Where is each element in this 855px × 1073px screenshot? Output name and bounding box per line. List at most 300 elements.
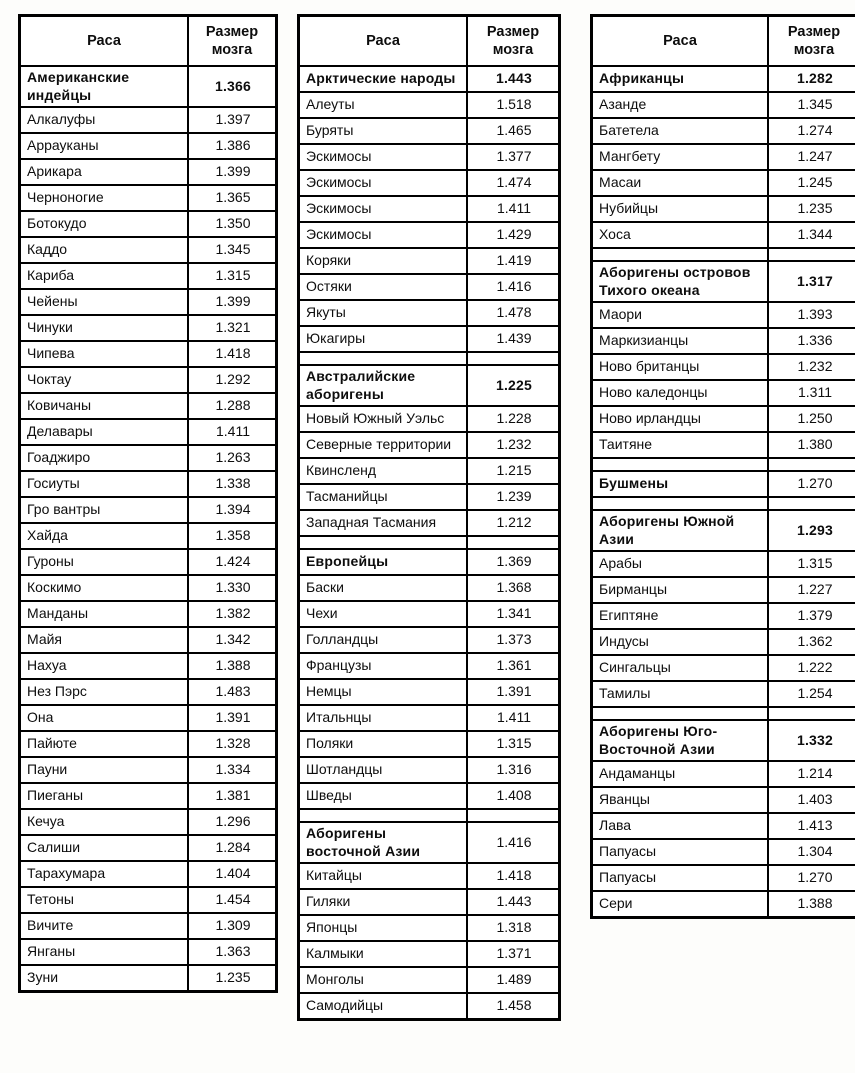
spacer-row (299, 352, 560, 365)
race-cell: Итальнцы (299, 705, 468, 731)
table-row (299, 458, 560, 484)
size-cell: 1.317 (768, 261, 855, 302)
table-row (299, 406, 560, 432)
size-cell: 1.368 (467, 575, 560, 601)
table-row (299, 274, 560, 300)
empty-cell (467, 809, 560, 822)
race-cell: Алеуты (299, 92, 468, 118)
race-cell: Маори (592, 302, 769, 328)
size-cell: 1.358 (188, 523, 277, 549)
race-cell: Тасманийцы (299, 484, 468, 510)
size-cell: 1.311 (768, 380, 855, 406)
table-row (20, 783, 277, 809)
table-row (20, 367, 277, 393)
table-row (592, 891, 855, 918)
table-row (592, 761, 855, 787)
spacer-row (592, 707, 855, 720)
race-cell: Чейены (20, 289, 189, 315)
race-cell: Сери (592, 891, 769, 918)
table-row (592, 92, 855, 118)
table-row (299, 432, 560, 458)
size-cell: 1.334 (188, 757, 277, 783)
size-cell: 1.366 (188, 66, 277, 107)
empty-cell (768, 497, 855, 510)
empty-cell (299, 352, 468, 365)
size-cell: 1.361 (467, 653, 560, 679)
race-cell: Яванцы (592, 787, 769, 813)
size-cell: 1.369 (467, 549, 560, 575)
size-cell: 1.458 (467, 993, 560, 1020)
table-row (592, 196, 855, 222)
table-row (20, 861, 277, 887)
race-cell: Индусы (592, 629, 769, 655)
race-cell: Австралийские аборигены (299, 365, 468, 406)
size-cell: 1.344 (768, 222, 855, 248)
size-cell: 1.518 (467, 92, 560, 118)
race-cell: Чехи (299, 601, 468, 627)
race-cell: Якуты (299, 300, 468, 326)
table-row (299, 915, 560, 941)
size-cell: 1.235 (768, 196, 855, 222)
race-cell: Шотландцы (299, 757, 468, 783)
table-row (592, 144, 855, 170)
brain-size-table-arctic-australian-european-eastasian (297, 14, 561, 1021)
race-cell: Эскимосы (299, 196, 468, 222)
size-cell: 1.214 (768, 761, 855, 787)
size-cell: 1.483 (188, 679, 277, 705)
group-row (299, 549, 560, 575)
group-row (592, 261, 855, 302)
spacer-row (592, 497, 855, 510)
table-row (299, 731, 560, 757)
race-cell: Арикара (20, 159, 189, 185)
size-cell: 1.429 (467, 222, 560, 248)
race-cell: Каддо (20, 237, 189, 263)
size-cell: 1.315 (467, 731, 560, 757)
race-cell: Коряки (299, 248, 468, 274)
size-cell: 1.391 (188, 705, 277, 731)
race-cell: Самодийцы (299, 993, 468, 1020)
size-cell: 1.328 (188, 731, 277, 757)
table-row (20, 731, 277, 757)
race-cell: Зуни (20, 965, 189, 992)
table-row (299, 653, 560, 679)
race-cell: Ново ирландцы (592, 406, 769, 432)
race-column-header: Раса (20, 16, 189, 67)
race-cell: Поляки (299, 731, 468, 757)
group-row (592, 720, 855, 761)
race-cell: Эскимосы (299, 170, 468, 196)
size-cell: 1.309 (188, 913, 277, 939)
table-row (299, 757, 560, 783)
size-cell: 1.235 (188, 965, 277, 992)
size-cell: 1.418 (188, 341, 277, 367)
table-row (299, 510, 560, 536)
race-cell: Ново британцы (592, 354, 769, 380)
size-cell: 1.304 (768, 839, 855, 865)
table-row (299, 941, 560, 967)
size-cell: 1.478 (467, 300, 560, 326)
size-cell: 1.315 (768, 551, 855, 577)
table-row (592, 839, 855, 865)
size-cell: 1.270 (768, 865, 855, 891)
size-cell: 1.232 (768, 354, 855, 380)
race-cell: Аборигены Южной Азии (592, 510, 769, 551)
race-cell: Бирманцы (592, 577, 769, 603)
size-cell: 1.232 (467, 432, 560, 458)
size-cell: 1.411 (188, 419, 277, 445)
race-cell: Лава (592, 813, 769, 839)
size-cell: 1.424 (188, 549, 277, 575)
size-cell: 1.288 (188, 393, 277, 419)
race-cell: Эскимосы (299, 222, 468, 248)
race-cell: Хоса (592, 222, 769, 248)
race-cell: Нубийцы (592, 196, 769, 222)
table-row (299, 118, 560, 144)
table-row (299, 144, 560, 170)
size-cell: 1.373 (467, 627, 560, 653)
size-cell: 1.465 (467, 118, 560, 144)
race-cell: Западная Тасмания (299, 510, 468, 536)
size-cell: 1.296 (188, 809, 277, 835)
table-row (592, 406, 855, 432)
table-row (20, 159, 277, 185)
empty-cell (592, 707, 769, 720)
race-cell: Нез Пэрс (20, 679, 189, 705)
race-cell: Эскимосы (299, 144, 468, 170)
group-row (592, 66, 855, 92)
race-cell: Азанде (592, 92, 769, 118)
group-row (299, 822, 560, 863)
table-row (20, 419, 277, 445)
table-row (592, 655, 855, 681)
race-cell: Тамилы (592, 681, 769, 707)
size-cell: 1.239 (467, 484, 560, 510)
group-row (299, 365, 560, 406)
race-cell: Кечуа (20, 809, 189, 835)
empty-cell (299, 536, 468, 549)
race-column-header: Раса (592, 16, 769, 67)
size-cell: 1.245 (768, 170, 855, 196)
spacer-row (299, 809, 560, 822)
race-cell: Шведы (299, 783, 468, 809)
race-cell: Пайюте (20, 731, 189, 757)
table-row (20, 211, 277, 237)
table-row (299, 889, 560, 915)
table-row (20, 705, 277, 731)
table-row (299, 993, 560, 1020)
size-cell: 1.377 (467, 144, 560, 170)
size-cell: 1.227 (768, 577, 855, 603)
table-row (20, 237, 277, 263)
size-cell: 1.443 (467, 889, 560, 915)
table-row (299, 222, 560, 248)
header-row (299, 16, 560, 67)
table-row (299, 92, 560, 118)
race-cell: Майя (20, 627, 189, 653)
size-cell: 1.399 (188, 159, 277, 185)
table-row (20, 523, 277, 549)
race-cell: Буряты (299, 118, 468, 144)
race-cell: Баски (299, 575, 468, 601)
size-cell: 1.362 (768, 629, 855, 655)
table-row (592, 328, 855, 354)
size-cell: 1.247 (768, 144, 855, 170)
size-cell: 1.321 (188, 315, 277, 341)
table-row (20, 835, 277, 861)
table-row (592, 354, 855, 380)
table-row (592, 118, 855, 144)
race-cell: Монголы (299, 967, 468, 993)
race-cell: Гро вантры (20, 497, 189, 523)
tables-container (18, 14, 855, 1021)
size-cell: 1.332 (768, 720, 855, 761)
size-cell: 1.419 (467, 248, 560, 274)
race-cell: Госиуты (20, 471, 189, 497)
size-cell: 1.350 (188, 211, 277, 237)
size-cell: 1.341 (467, 601, 560, 627)
table-row (20, 107, 277, 133)
race-cell: Тарахумара (20, 861, 189, 887)
size-cell: 1.393 (768, 302, 855, 328)
table-row (299, 196, 560, 222)
race-cell: Черноногие (20, 185, 189, 211)
race-column-header: Раса (299, 16, 468, 67)
group-row (299, 66, 560, 92)
table-row (592, 577, 855, 603)
race-cell: Ново каледонцы (592, 380, 769, 406)
table-row (20, 809, 277, 835)
spacer-row (592, 458, 855, 471)
race-cell: Она (20, 705, 189, 731)
race-cell: Таитяне (592, 432, 769, 458)
race-cell: Нахуа (20, 653, 189, 679)
table-row (299, 575, 560, 601)
empty-cell (768, 248, 855, 261)
table-row (20, 887, 277, 913)
race-cell: Чипева (20, 341, 189, 367)
race-cell: Делавары (20, 419, 189, 445)
race-cell: Африканцы (592, 66, 769, 92)
size-cell: 1.215 (467, 458, 560, 484)
race-cell: Французы (299, 653, 468, 679)
race-cell: Квинсленд (299, 458, 468, 484)
size-cell: 1.222 (768, 655, 855, 681)
table-row (299, 967, 560, 993)
empty-cell (467, 536, 560, 549)
race-cell: Европейцы (299, 549, 468, 575)
size-cell: 1.330 (188, 575, 277, 601)
size-cell: 1.365 (188, 185, 277, 211)
table-row (592, 432, 855, 458)
size-cell: 1.489 (467, 967, 560, 993)
table-row (20, 393, 277, 419)
size-cell: 1.386 (188, 133, 277, 159)
race-cell: Арабы (592, 551, 769, 577)
table-row (20, 315, 277, 341)
table-row (592, 222, 855, 248)
table-row (592, 170, 855, 196)
brain-size-table-american-indians (18, 14, 278, 993)
race-cell: Голландцы (299, 627, 468, 653)
table-row (299, 783, 560, 809)
race-cell: Бушмены (592, 471, 769, 497)
table-row (299, 627, 560, 653)
table-row (20, 913, 277, 939)
brain-size-table-african-pacific-southasian (590, 14, 855, 919)
race-cell: Северные территории (299, 432, 468, 458)
race-cell: Батетела (592, 118, 769, 144)
race-cell: Маркизианцы (592, 328, 769, 354)
race-cell: Чинуки (20, 315, 189, 341)
header-row (20, 16, 277, 67)
size-cell: 1.388 (768, 891, 855, 918)
race-cell: Японцы (299, 915, 468, 941)
size-cell: 1.416 (467, 822, 560, 863)
size-cell: 1.316 (467, 757, 560, 783)
size-cell: 1.382 (188, 601, 277, 627)
race-cell: Китайцы (299, 863, 468, 889)
size-cell: 1.439 (467, 326, 560, 352)
group-row (592, 510, 855, 551)
race-cell: Пауни (20, 757, 189, 783)
race-cell: Арктические народы (299, 66, 468, 92)
table-row (299, 248, 560, 274)
table-row (592, 787, 855, 813)
spacer-row (299, 536, 560, 549)
size-cell: 1.474 (467, 170, 560, 196)
table-row (20, 445, 277, 471)
size-cell: 1.292 (188, 367, 277, 393)
size-cell: 1.336 (768, 328, 855, 354)
size-cell: 1.263 (188, 445, 277, 471)
size-cell: 1.345 (188, 237, 277, 263)
size-cell: 1.254 (768, 681, 855, 707)
size-cell: 1.380 (768, 432, 855, 458)
table-row (20, 575, 277, 601)
table-row (20, 965, 277, 992)
table-row (20, 627, 277, 653)
race-cell: Американские индейцы (20, 66, 189, 107)
size-cell: 1.391 (467, 679, 560, 705)
size-cell: 1.411 (467, 196, 560, 222)
table-row (592, 865, 855, 891)
race-cell: Тетоны (20, 887, 189, 913)
race-cell: Пиеганы (20, 783, 189, 809)
race-cell: Вичите (20, 913, 189, 939)
table-row (592, 380, 855, 406)
table-row (20, 341, 277, 367)
size-cell: 1.454 (188, 887, 277, 913)
race-cell: Юкагиры (299, 326, 468, 352)
table-row (20, 263, 277, 289)
table-row (20, 653, 277, 679)
table-row (299, 705, 560, 731)
size-cell: 1.250 (768, 406, 855, 432)
size-cell: 1.228 (467, 406, 560, 432)
table-row (592, 813, 855, 839)
race-cell: Андаманцы (592, 761, 769, 787)
size-cell: 1.342 (188, 627, 277, 653)
group-row (592, 471, 855, 497)
race-cell: Кариба (20, 263, 189, 289)
table-row (299, 326, 560, 352)
race-cell: Ковичаны (20, 393, 189, 419)
table-row (20, 679, 277, 705)
empty-cell (592, 458, 769, 471)
race-cell: Сингальцы (592, 655, 769, 681)
table-row (20, 185, 277, 211)
size-cell: 1.408 (467, 783, 560, 809)
table-row (20, 549, 277, 575)
spacer-row (592, 248, 855, 261)
empty-cell (768, 707, 855, 720)
size-cell: 1.282 (768, 66, 855, 92)
race-cell: Калмыки (299, 941, 468, 967)
size-cell: 1.397 (188, 107, 277, 133)
table-row (592, 629, 855, 655)
table-row (20, 497, 277, 523)
size-cell: 1.363 (188, 939, 277, 965)
race-cell: Аборигены восточной Азии (299, 822, 468, 863)
table-row (592, 302, 855, 328)
table-row (20, 289, 277, 315)
race-cell: Чоктау (20, 367, 189, 393)
group-row (20, 66, 277, 107)
table-row (592, 681, 855, 707)
size-cell: 1.379 (768, 603, 855, 629)
size-cell: 1.413 (768, 813, 855, 839)
table-row (592, 551, 855, 577)
race-cell: Аборигены островов Тихого океана (592, 261, 769, 302)
race-cell: Аррауканы (20, 133, 189, 159)
size-cell: 1.345 (768, 92, 855, 118)
size-cell: 1.403 (768, 787, 855, 813)
size-cell: 1.225 (467, 365, 560, 406)
table-row (299, 170, 560, 196)
size-cell: 1.443 (467, 66, 560, 92)
table-row (299, 679, 560, 705)
table-row (299, 484, 560, 510)
table-row (20, 471, 277, 497)
size-cell: 1.293 (768, 510, 855, 551)
size-cell: 1.399 (188, 289, 277, 315)
table-row (299, 300, 560, 326)
size-cell: 1.388 (188, 653, 277, 679)
size-cell: 1.416 (467, 274, 560, 300)
table-row (20, 757, 277, 783)
race-cell: Новый Южный Уэльс (299, 406, 468, 432)
race-cell: Салиши (20, 835, 189, 861)
size-cell: 1.418 (467, 863, 560, 889)
size-cell: 1.274 (768, 118, 855, 144)
table-row (20, 133, 277, 159)
table-row (299, 863, 560, 889)
table-row (20, 939, 277, 965)
race-cell: Египтяне (592, 603, 769, 629)
size-cell: 1.371 (467, 941, 560, 967)
race-cell: Алкалуфы (20, 107, 189, 133)
size-cell: 1.284 (188, 835, 277, 861)
size-cell: 1.338 (188, 471, 277, 497)
size-cell: 1.381 (188, 783, 277, 809)
empty-cell (299, 809, 468, 822)
race-cell: Хайда (20, 523, 189, 549)
table-row (20, 601, 277, 627)
race-cell: Папуасы (592, 839, 769, 865)
race-cell: Гуроны (20, 549, 189, 575)
race-cell: Папуасы (592, 865, 769, 891)
